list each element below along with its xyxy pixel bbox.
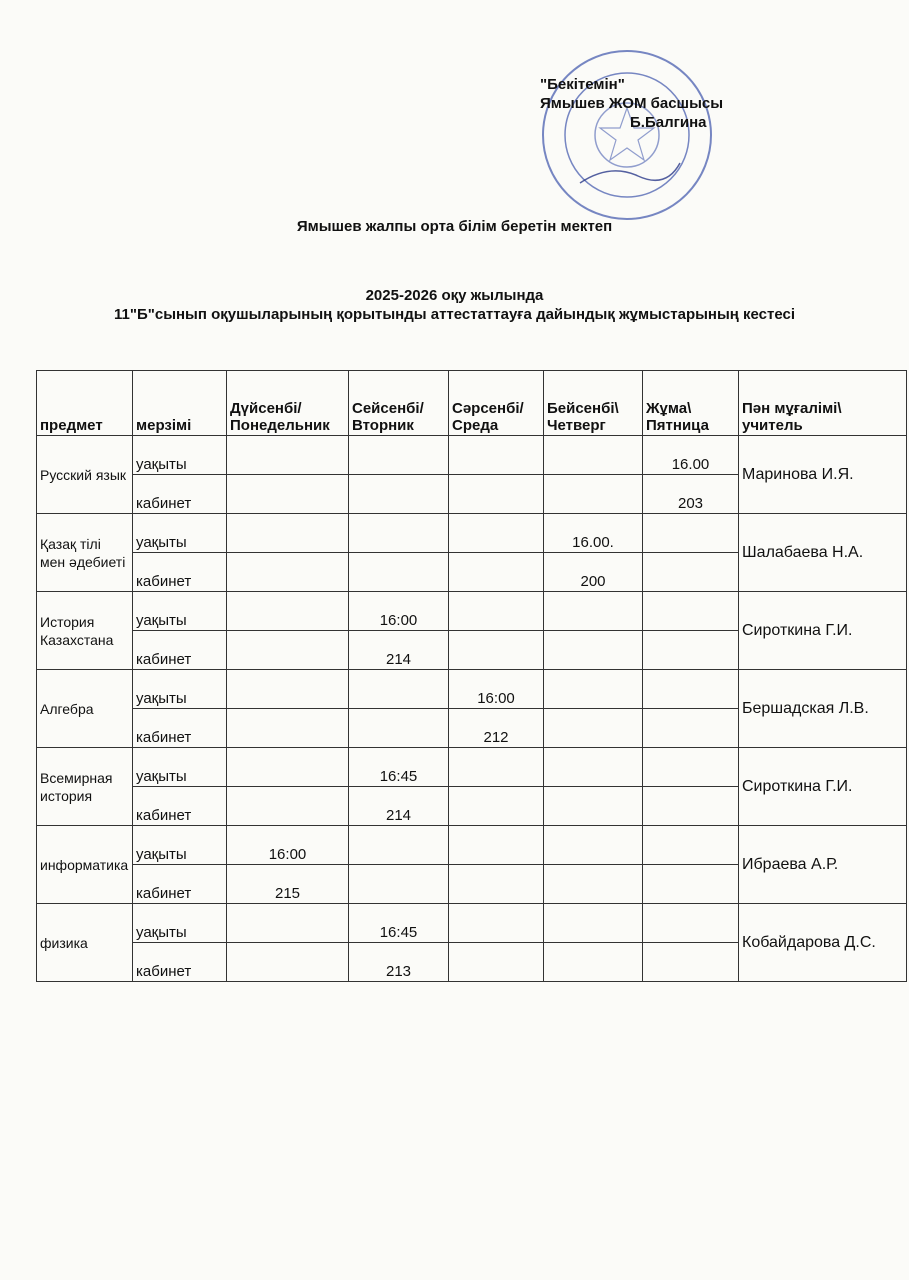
table-row (37, 904, 907, 943)
tuesday-time: 16:45 (349, 904, 449, 943)
time-label: уақыты (133, 592, 227, 631)
wednesday-room (449, 475, 544, 514)
thursday-room (544, 943, 643, 982)
friday-time (643, 592, 739, 631)
monday-time (227, 436, 349, 475)
table-row (37, 436, 907, 475)
column-header-subject: предмет (37, 371, 133, 436)
tuesday-time: 16:00 (349, 592, 449, 631)
subject-cell: Русский язык (37, 436, 133, 514)
approval-position: Ямышев ЖОМ басшысы (540, 95, 724, 112)
teacher-cell: Бершадская Л.В. (739, 670, 907, 748)
monday-room (227, 553, 349, 592)
teacher-cell: Ибраева А.Р. (739, 826, 907, 904)
monday-time (227, 514, 349, 553)
wednesday-time (449, 514, 544, 553)
subject-cell: Алгебра (37, 670, 133, 748)
monday-time (227, 748, 349, 787)
academic-year: 2025-2026 оқу жылында (365, 287, 544, 304)
table-row (37, 670, 907, 709)
friday-room (643, 553, 739, 592)
thursday-time (544, 826, 643, 865)
approval-heading: "Бекітемін" (540, 76, 625, 93)
room-label: кабинет (133, 475, 227, 514)
monday-time (227, 904, 349, 943)
monday-time (227, 592, 349, 631)
wednesday-room (449, 553, 544, 592)
teacher-cell: Маринова И.Я. (739, 436, 907, 514)
approval-signatory: Б.Балгина (630, 114, 707, 131)
wednesday-time (449, 826, 544, 865)
table-row (37, 748, 907, 787)
friday-room (643, 631, 739, 670)
wednesday-room (449, 787, 544, 826)
monday-time: 16:00 (227, 826, 349, 865)
thursday-room (544, 787, 643, 826)
friday-time (643, 514, 739, 553)
monday-room (227, 943, 349, 982)
room-label: кабинет (133, 631, 227, 670)
column-header-teacher: Пән мұғалімі\ учитель (739, 371, 907, 436)
monday-room (227, 475, 349, 514)
room-label: кабинет (133, 709, 227, 748)
thursday-room: 200 (544, 553, 643, 592)
table-row (37, 592, 907, 631)
thursday-time (544, 436, 643, 475)
approval-block (540, 75, 780, 132)
tuesday-room: 214 (349, 631, 449, 670)
friday-time (643, 748, 739, 787)
wednesday-time: 16:00 (449, 670, 544, 709)
tuesday-time: 16:45 (349, 748, 449, 787)
wednesday-room (449, 865, 544, 904)
wednesday-room (449, 631, 544, 670)
subject-cell: информатика (37, 826, 133, 904)
tuesday-room (349, 709, 449, 748)
thursday-time (544, 748, 643, 787)
time-label: уақыты (133, 436, 227, 475)
document-title: 11"Б"сынып оқушыларының қорытынды аттестаттауға дайындық жұмыстарының кестесі (113, 306, 796, 323)
monday-room: 215 (227, 865, 349, 904)
thursday-time (544, 904, 643, 943)
monday-room (227, 787, 349, 826)
friday-room (643, 787, 739, 826)
thursday-time (544, 670, 643, 709)
time-label: уақыты (133, 748, 227, 787)
tuesday-time (349, 826, 449, 865)
room-label: кабинет (133, 943, 227, 982)
wednesday-time (449, 436, 544, 475)
tuesday-time (349, 436, 449, 475)
thursday-time: 16.00. (544, 514, 643, 553)
wednesday-time (449, 592, 544, 631)
subject-cell: Всемирная история (37, 748, 133, 826)
friday-time (643, 904, 739, 943)
friday-room (643, 865, 739, 904)
thursday-room (544, 709, 643, 748)
tuesday-room (349, 475, 449, 514)
column-header-tuesday: Сейсенбі/ Вторник (349, 371, 449, 436)
teacher-cell: Сироткина Г.И. (739, 592, 907, 670)
teacher-cell: Шалабаева Н.А. (739, 514, 907, 592)
friday-time: 16.00 (643, 436, 739, 475)
column-header-friday: Жұма\ Пятница (643, 371, 739, 436)
room-label: кабинет (133, 787, 227, 826)
table-row (37, 514, 907, 553)
tuesday-time (349, 514, 449, 553)
monday-room (227, 709, 349, 748)
tuesday-room (349, 553, 449, 592)
teacher-cell: Сироткина Г.И. (739, 748, 907, 826)
friday-room (643, 709, 739, 748)
table-row (37, 826, 907, 865)
teacher-cell: Кобайдарова Д.С. (739, 904, 907, 982)
wednesday-time (449, 904, 544, 943)
column-header-term: мерзімі (133, 371, 227, 436)
friday-time (643, 670, 739, 709)
schedule-table (36, 370, 907, 982)
room-label: кабинет (133, 553, 227, 592)
time-label: уақыты (133, 904, 227, 943)
time-label: уақыты (133, 514, 227, 553)
thursday-room (544, 475, 643, 514)
thursday-time (544, 592, 643, 631)
friday-time (643, 826, 739, 865)
room-label: кабинет (133, 865, 227, 904)
wednesday-room: 212 (449, 709, 544, 748)
subject-cell: Қазақ тілі мен әдебиеті (37, 514, 133, 592)
friday-room: 203 (643, 475, 739, 514)
school-name: Ямышев жалпы орта білім беретін мектеп (296, 218, 613, 235)
subject-cell: физика (37, 904, 133, 982)
column-header-wednesday: Сәрсенбі/ Среда (449, 371, 544, 436)
thursday-room (544, 631, 643, 670)
thursday-room (544, 865, 643, 904)
time-label: уақыты (133, 670, 227, 709)
monday-room (227, 631, 349, 670)
header-row (37, 371, 907, 436)
tuesday-room: 214 (349, 787, 449, 826)
wednesday-time (449, 748, 544, 787)
tuesday-room (349, 865, 449, 904)
friday-room (643, 943, 739, 982)
tuesday-room: 213 (349, 943, 449, 982)
subject-cell: История Казахстана (37, 592, 133, 670)
monday-time (227, 670, 349, 709)
column-header-monday: Дүйсенбі/ Понедельник (227, 371, 349, 436)
column-header-thursday: Бейсенбі\ Четверг (544, 371, 643, 436)
tuesday-time (349, 670, 449, 709)
wednesday-room (449, 943, 544, 982)
time-label: уақыты (133, 826, 227, 865)
